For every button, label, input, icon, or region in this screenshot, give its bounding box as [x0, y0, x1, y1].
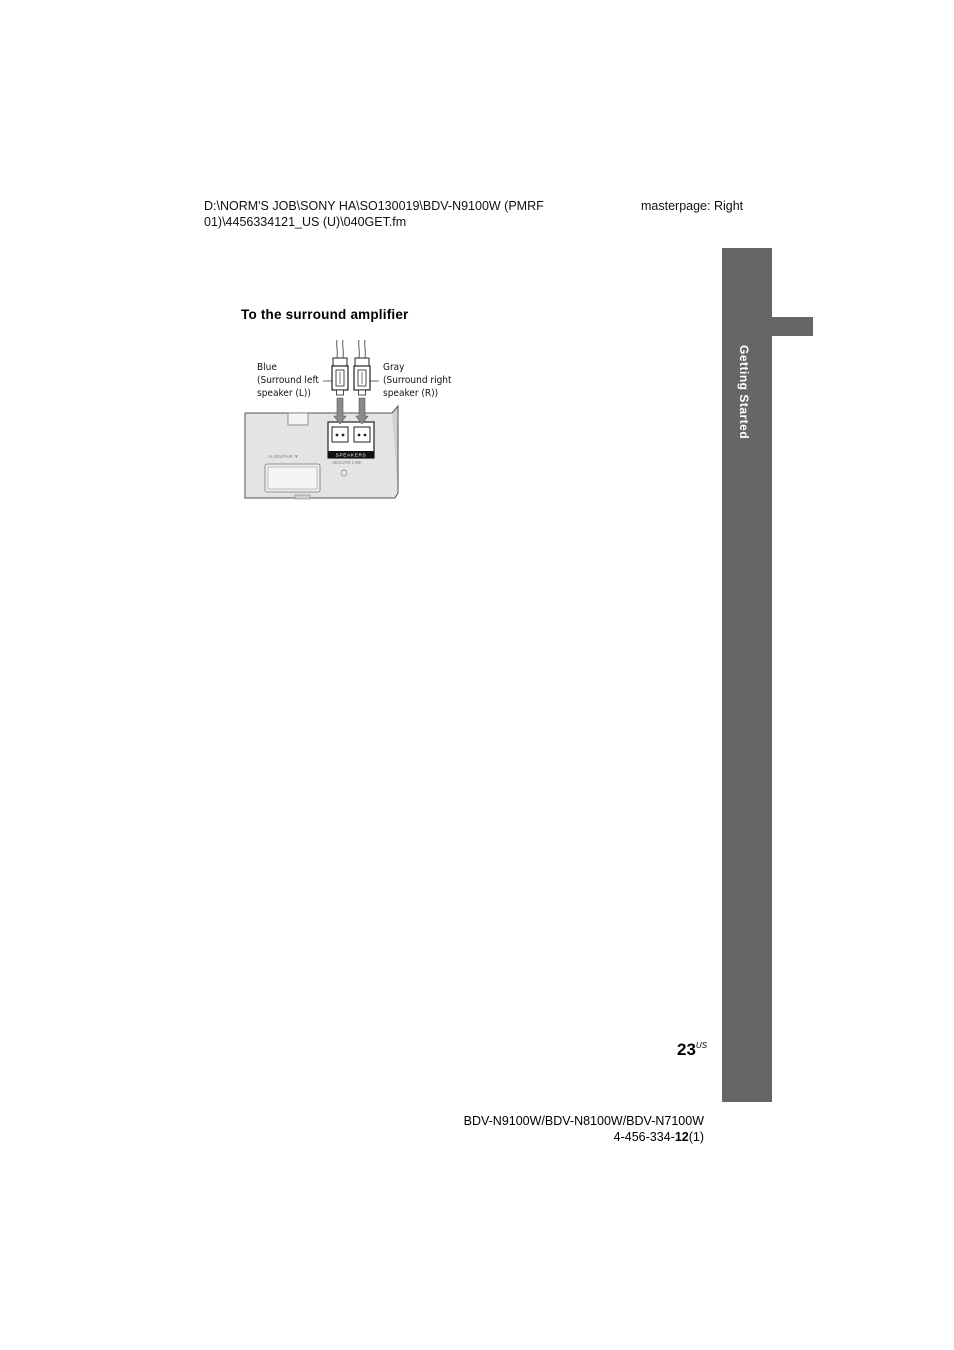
surround-amplifier-illustration: [245, 406, 398, 499]
footer-document-number: [614, 1129, 704, 1145]
blue-label-line-3: speaker (L)): [257, 388, 311, 399]
side-tab-label: Getting Started: [737, 345, 751, 440]
blue-plug: [332, 340, 348, 395]
blue-label-line-2: (Surround left: [257, 375, 319, 386]
terminal-caption: SPEAKERS: [335, 453, 367, 459]
doc-number-prefix: 4-456-334-: [613, 1130, 675, 1144]
side-tab-marker: [770, 317, 813, 336]
gray-plug: [354, 340, 370, 395]
section-heading: To the surround amplifier: [241, 307, 409, 322]
doc-number-bold: 12: [674, 1130, 689, 1144]
masterpage-header: masterpage: Right: [641, 199, 744, 213]
footer-model-numbers: BDV-N9100W/BDV-N8100W/BDV-N7100W: [463, 1114, 704, 1128]
gray-label-line-2: (Surround right: [383, 375, 452, 386]
svg-text:SECURE LINK: SECURE LINK: [332, 460, 363, 465]
blue-label-line-1: Blue: [257, 362, 277, 373]
page-number: [677, 1040, 707, 1060]
doc-number-suffix: (1): [688, 1130, 704, 1144]
speaker-terminal-block: [328, 422, 374, 459]
page-number-value: 23: [677, 1040, 696, 1059]
file-path-header: D:\NORM'S JOB\SONY HA\SO130019\BDV-N9100W (PMRF 01)\4456334121_US (U)\040GET.fm: [204, 199, 544, 229]
gray-label-line-1: Gray: [383, 362, 405, 373]
page-number-suffix: US: [695, 1041, 708, 1050]
svg-text:ALIGN/PAIR ▼: ALIGN/PAIR ▼: [268, 454, 299, 459]
gray-label-line-3: speaker (R)): [383, 388, 439, 399]
speaker-connection-diagram: [240, 338, 400, 506]
